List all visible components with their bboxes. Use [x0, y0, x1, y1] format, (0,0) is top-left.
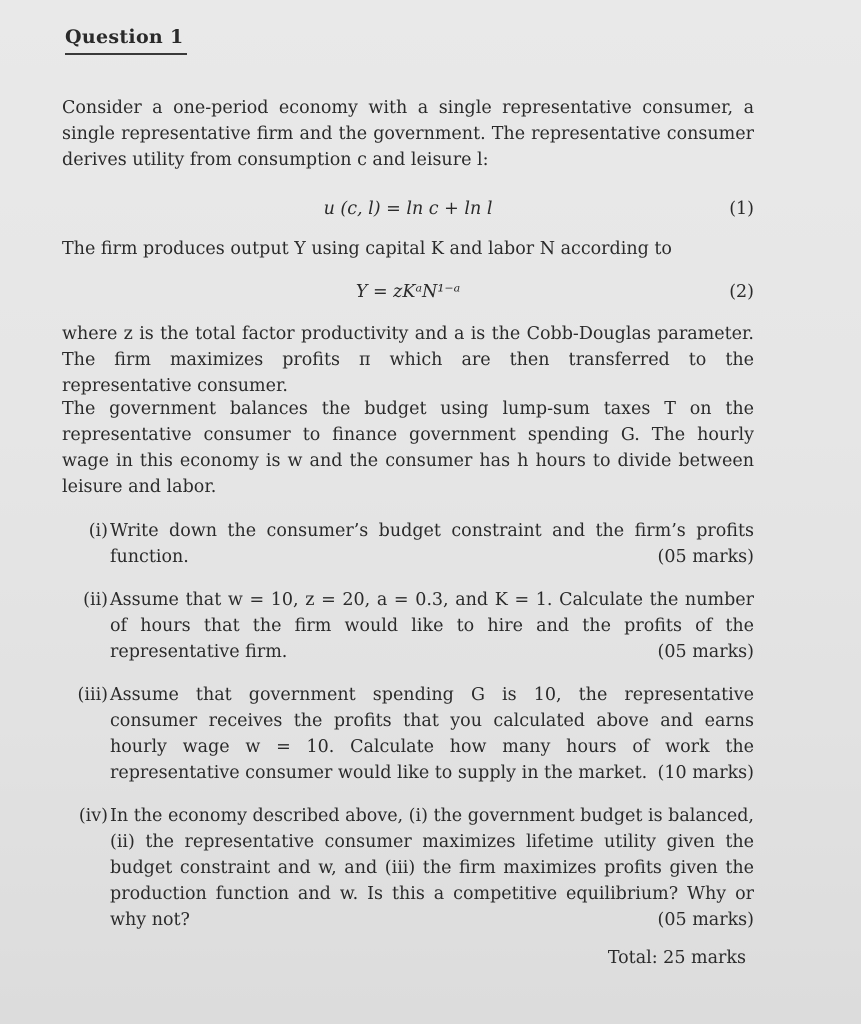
equation-2-expr: Y = zKᵃN¹⁻ᵃ — [355, 282, 461, 302]
sub-question-ii — [62, 587, 754, 665]
sub-question-label: (ii) — [83, 590, 108, 610]
intro-paragraph: Consider a one-period economy with a single representative consumer, a single representative firm and the government. The representative consumer derives utility from consumption c and leisure l: — [62, 98, 754, 170]
sub-question-text: Assume that government spending G is 10, the representative consumer receives the profits that you calculated above and earns hourly wage w = 10. Calculate how many hours of work the representative consumer would like to supply in the market. — [110, 685, 754, 783]
sub-question-label: (i) — [88, 521, 108, 541]
sub-question-i — [62, 518, 754, 570]
sub-question-marks: (05 marks) — [657, 642, 754, 662]
sub-question-marks: (10 marks) — [657, 763, 754, 783]
parameter-paragraph: where z is the total factor productivity and a is the Cobb-Douglas parameter. The firm maximizes profits π which are then transferred to the representative consumer. — [62, 324, 754, 396]
equation-2 — [62, 279, 754, 305]
sub-question-text: In the economy described above, (i) the government budget is balanced, (ii) the representative consumer maximizes lifetime utility given the budget constraint and w, and (iii) the firm maximizes profits given the production function and w. Is this a competitive equilibrium? Why or why not? — [110, 806, 754, 930]
firm-paragraph: The firm produces output Y using capital K and labor N according to — [62, 239, 672, 259]
sub-question-marks: (05 marks) — [657, 547, 754, 567]
sub-question-marks: (05 marks) — [657, 910, 754, 930]
question-title: Question 1 — [65, 26, 187, 55]
equation-1-number: (1) — [729, 199, 754, 219]
government-paragraph: The government balances the budget using lump-sum taxes T on the representative consumer to finance government spending G. The hourly wage in this economy is w and the consumer has h hours to divide between leisure and labor. — [62, 399, 754, 497]
sub-question-label: (iii) — [77, 685, 108, 705]
sub-question-text: Assume that w = 10, z = 20, a = 0.3, and K = 1. Calculate the number of hours that the firm would like to hire and the profits of the representative firm. — [110, 590, 754, 662]
sub-question-text: Write down the consumer’s budget constraint and the firm’s profits function. — [110, 521, 754, 567]
sub-question-iii — [62, 682, 754, 786]
total-marks: Total: 25 marks — [607, 948, 746, 968]
sub-question-iv — [62, 803, 754, 933]
equation-2-number: (2) — [729, 282, 754, 302]
equation-1-expr: u (c, l) = ln c + ln l — [323, 199, 493, 219]
sub-question-label: (iv) — [78, 806, 108, 826]
equation-1 — [62, 196, 754, 222]
